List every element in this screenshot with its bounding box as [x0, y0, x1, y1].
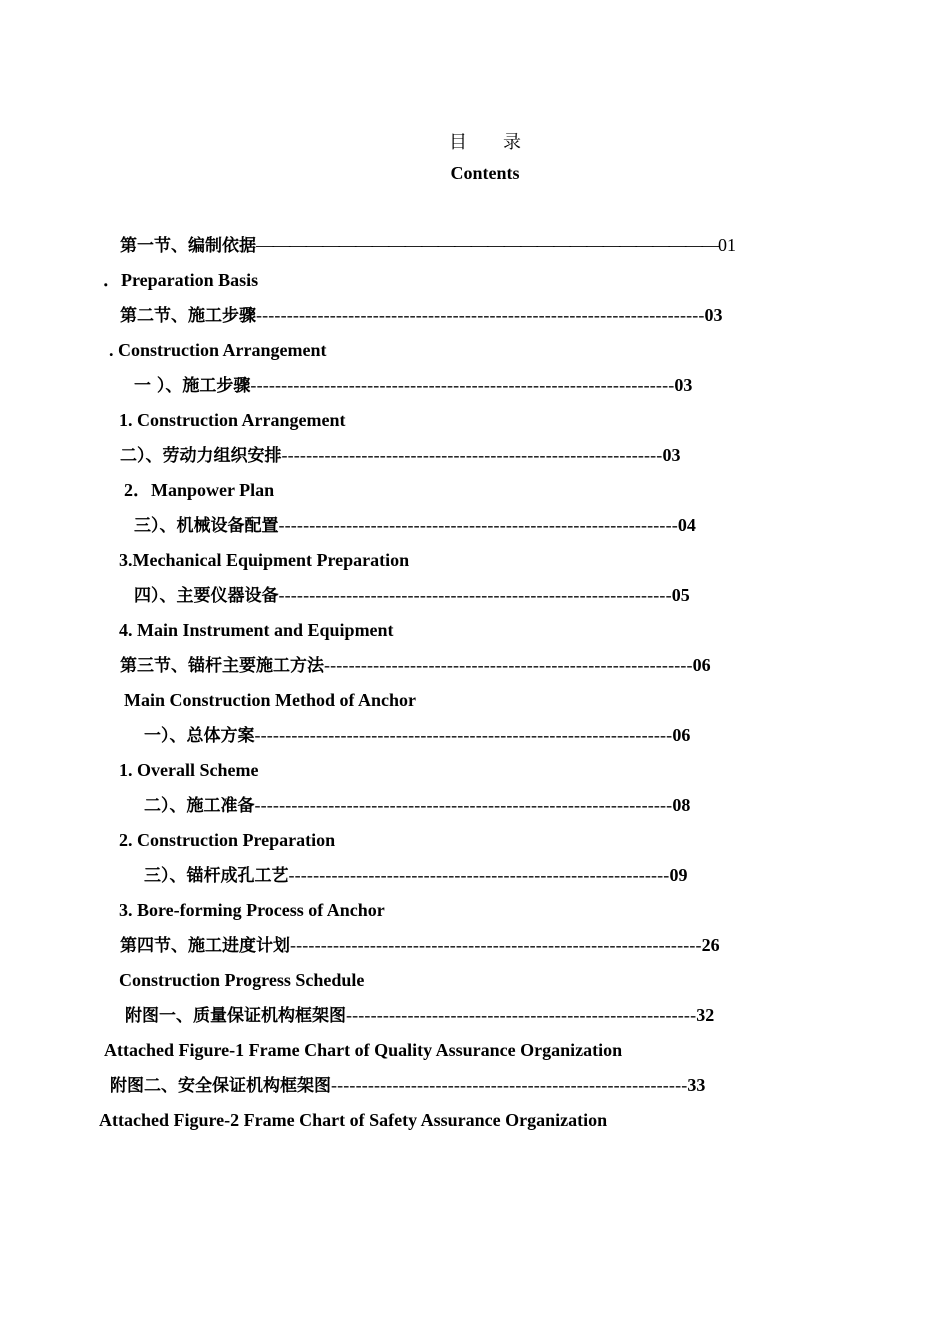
toc-entry-12-leader: --------------------------------------------------------- [346, 1005, 697, 1025]
toc-entry-6-page: 05 [671, 585, 690, 605]
toc-entry-2-page: 03 [704, 305, 723, 325]
toc-entry-4[interactable] [120, 443, 680, 468]
contents-title-english: Contents [450, 163, 520, 183]
toc-entry-1-en: ．Preparation Basis [103, 270, 259, 290]
toc-entry-5-page: 04 [677, 515, 696, 535]
toc-entry-6[interactable] [134, 583, 690, 608]
toc-entry-6-en: 4. Main Instrument and Equipment [119, 620, 394, 640]
toc-entry-6-cn: 四）、主要仪器设备 [134, 586, 279, 606]
toc-entry-8[interactable] [144, 723, 690, 748]
toc-entry-9-leader: -------------------------------------------------------------------- [254, 795, 673, 815]
toc-entry-3-page: 03 [674, 375, 693, 395]
toc-entry-2-en: . Construction Arrangement [109, 340, 327, 360]
toc-entry-7-page: 06 [692, 655, 711, 675]
contents-title-chinese: 目 录 [449, 132, 521, 153]
toc-entry-13-en: Attached Figure-2 Frame Chart of Safety Assurance Organization [99, 1110, 608, 1130]
toc-entry-4-page: 03 [662, 445, 681, 465]
toc-entry-10[interactable] [144, 863, 687, 888]
toc-entry-2-leader: ------------------------------------------------------------------------- [256, 305, 705, 325]
toc-entry-10-en: 3. Bore-forming Process of Anchor [119, 900, 385, 920]
toc-entry-12-page: 32 [696, 1005, 715, 1025]
toc-entry-9[interactable] [144, 793, 690, 818]
toc-entry-2-cn: 第二节、施工步骤 [120, 306, 256, 326]
toc-entry-1-cn: 第一节、编制依据 [120, 236, 256, 256]
toc-entry-3-cn: 一 ）、施工步骤 [134, 376, 251, 396]
toc-entry-12-cn: 附图一、质量保证机构框架图 [125, 1006, 346, 1026]
toc-entry-9-cn: 二）、施工准备 [144, 796, 255, 816]
toc-entry-4-leader: -------------------------------------------------------------- [281, 445, 663, 465]
toc-entry-7-leader: ------------------------------------------------------------ [324, 655, 693, 675]
toc-entry-11[interactable] [120, 933, 720, 958]
toc-entry-12[interactable] [125, 1003, 714, 1028]
toc-entry-11-leader: ------------------------------------------------------------------- [290, 935, 702, 955]
toc-entry-11-en: Construction Progress Schedule [119, 970, 365, 990]
toc-entry-3[interactable] [134, 373, 692, 398]
toc-entry-8-page: 06 [672, 725, 691, 745]
toc-entry-10-page: 09 [669, 865, 688, 885]
toc-entry-1[interactable] [120, 233, 736, 258]
toc-entry-1-leader: ———————————————————————————— [256, 235, 718, 255]
toc-entry-8-cn: 一）、总体方案 [144, 726, 255, 746]
toc-entry-9-page: 08 [672, 795, 691, 815]
toc-entry-3-en: 1. Construction Arrangement [119, 410, 346, 430]
toc-entry-13-leader: ---------------------------------------------------------- [331, 1075, 688, 1095]
toc-entry-11-cn: 第四节、施工进度计划 [120, 936, 290, 956]
toc-entry-4-en: 2．Manpower Plan [124, 480, 275, 500]
toc-entry-12-en: Attached Figure-1 Frame Chart of Quality Assurance Organization [104, 1040, 623, 1060]
toc-entry-3-leader: --------------------------------------------------------------------- [250, 375, 675, 395]
toc-entry-5-en: 3.Mechanical Equipment Preparation [119, 550, 410, 570]
toc-entry-4-cn: 二）、劳动力组织安排 [120, 446, 282, 466]
toc-entry-13-page: 33 [687, 1075, 706, 1095]
toc-entry-11-page: 26 [701, 935, 720, 955]
toc-entry-5-cn: 三）、机械设备配置 [134, 516, 279, 536]
toc-entry-7-en: Main Construction Method of Anchor [124, 690, 416, 710]
toc-entry-7-cn: 第三节、锚杆主要施工方法 [120, 656, 324, 676]
toc-entry-2[interactable] [120, 303, 723, 328]
toc-entry-10-cn: 三）、锚杆成孔工艺 [144, 866, 289, 886]
toc-entry-9-en: 2. Construction Preparation [119, 830, 336, 850]
toc-entry-10-leader: -------------------------------------------------------------- [288, 865, 670, 885]
toc-entry-13-cn: 附图二、安全保证机构框架图 [110, 1076, 331, 1096]
toc-entry-8-en: 1. Overall Scheme [119, 760, 259, 780]
toc-entry-1-page: 01 [718, 235, 736, 255]
toc-entry-8-leader: -------------------------------------------------------------------- [254, 725, 673, 745]
toc-entry-5[interactable] [134, 513, 696, 538]
toc-entry-6-leader: ---------------------------------------------------------------- [278, 585, 672, 605]
toc-entry-7[interactable] [120, 653, 711, 678]
toc-entry-5-leader: ----------------------------------------------------------------- [278, 515, 678, 535]
toc-entry-13[interactable] [110, 1073, 705, 1098]
